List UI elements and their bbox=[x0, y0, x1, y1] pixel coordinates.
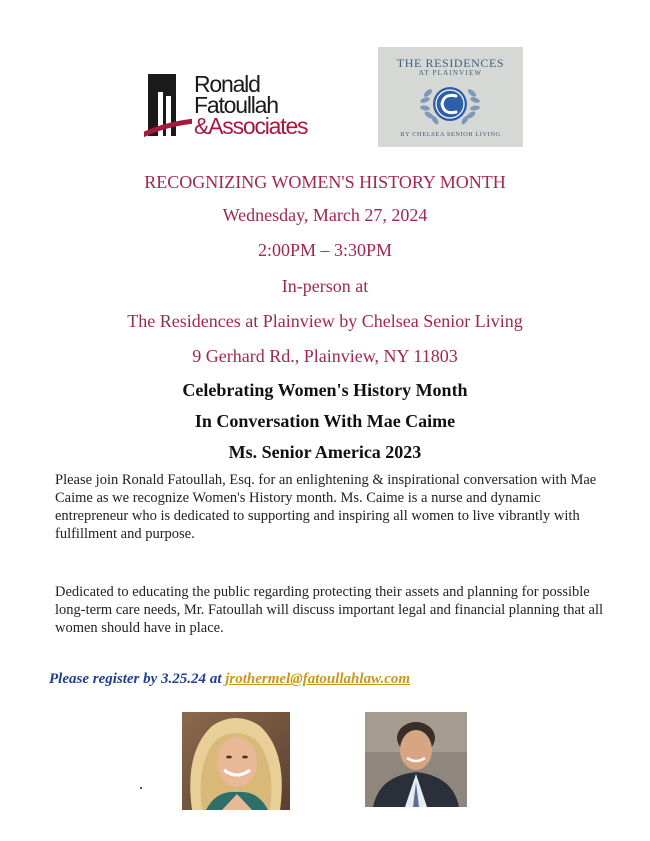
stray-dot bbox=[140, 787, 142, 789]
event-date: Wednesday, March 27, 2024 bbox=[222, 205, 428, 225]
rfa-columns-icon bbox=[144, 74, 192, 144]
portrait-woman-image bbox=[182, 712, 290, 810]
body-paragraph-2: Dedicated to educating the public regarding protecting their assets and planning for possible long-term care needs, Mr. Fatoullah will discuss important legal and financial planning that all women should have in place. bbox=[55, 584, 604, 636]
residences-emblem-icon bbox=[400, 77, 500, 129]
rfa-wordmark bbox=[194, 71, 308, 139]
residences-subtitle: AT PLAINVIEW bbox=[418, 69, 483, 77]
register-prompt: Please register by 3.25.24 bbox=[49, 671, 207, 687]
register-line bbox=[49, 671, 410, 688]
rfa-logo bbox=[130, 71, 340, 148]
rfa-line-3: &Associates bbox=[194, 113, 308, 139]
event-mode: In-person at bbox=[281, 276, 369, 296]
register-at: at bbox=[209, 671, 222, 687]
rfa-line-2: Fatoullah bbox=[194, 92, 278, 118]
residences-byline: BY CHELSEA SENIOR LIVING bbox=[400, 131, 501, 138]
event-heading: RECOGNIZING WOMEN'S HISTORY MONTH bbox=[144, 172, 506, 192]
residences-title: THE RESIDENCES bbox=[396, 56, 505, 70]
register-email-link[interactable]: jrothermel@fatoullahlaw.com bbox=[225, 671, 411, 687]
mae-caime-photo bbox=[182, 712, 290, 810]
body-paragraph-1: Please join Ronald Fatoullah, Esq. for an enlightening & inspirational conversation with Mae Caime as we recognize Women's History month. Ms. Caime is a nurse and dynamic entrepreneur who is dedicated to supporting and inspiring all women to live vibrantly with fulfillment and purpose. bbox=[55, 472, 597, 542]
feature-line-2: In Conversation With Mae Caime bbox=[194, 411, 456, 431]
feature-line-1: Celebrating Women's History Month bbox=[182, 380, 468, 400]
rfa-line-1: Ronald bbox=[194, 71, 260, 97]
residences-logo bbox=[378, 47, 523, 147]
portrait-man-image bbox=[365, 712, 467, 807]
event-address: 9 Gerhard Rd., Plainview, NY 11803 bbox=[192, 346, 458, 366]
ronald-fatoullah-photo bbox=[365, 712, 467, 807]
feature-line-3: Ms. Senior America 2023 bbox=[228, 442, 422, 462]
event-time: 2:00PM – 3:30PM bbox=[257, 240, 393, 260]
event-venue: The Residences at Plainview by Chelsea Senior Living bbox=[127, 311, 523, 331]
